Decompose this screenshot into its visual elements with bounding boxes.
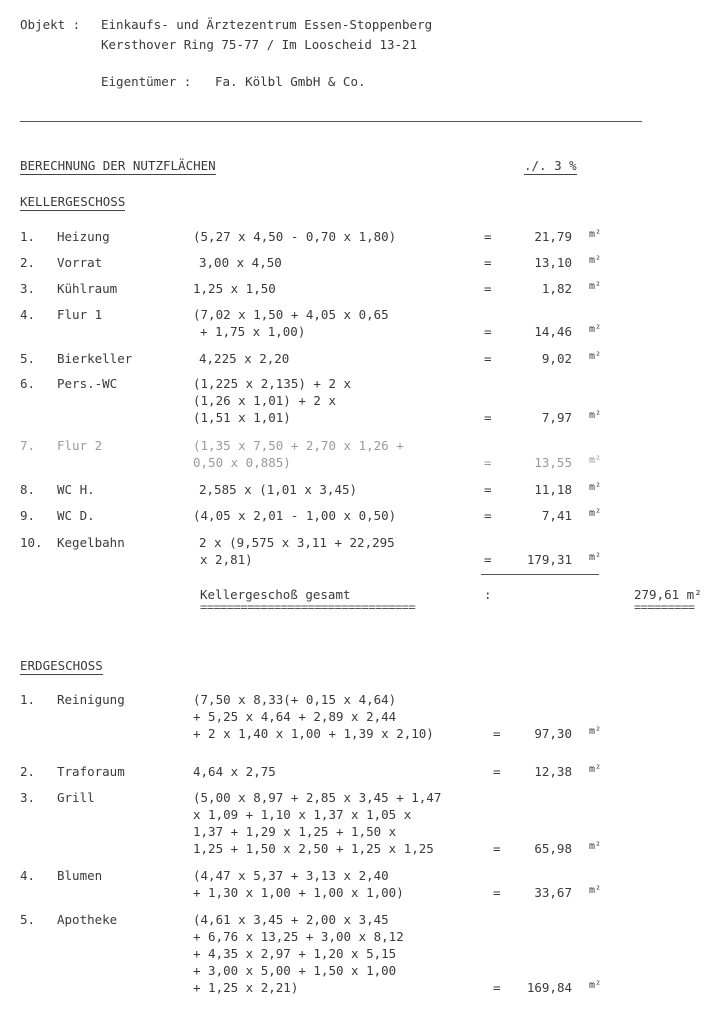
equals-sign: = (484, 324, 492, 339)
room-name: WC H. (57, 482, 95, 497)
unit-label: m² (589, 980, 602, 991)
unit-label: m² (589, 482, 602, 493)
unit-label: m² (589, 410, 602, 421)
formula-line: (1,225 x 2,135) + 2 x (193, 376, 352, 391)
room-name: Traforaum (57, 764, 125, 779)
area-value: 179,31 (526, 552, 572, 567)
equals-sign: = (484, 255, 492, 270)
row-number: 4. (20, 307, 36, 322)
unit-label: m² (589, 324, 602, 335)
row-number: 4. (20, 868, 36, 883)
formula-line: (1,35 x 7,50 + 2,70 x 1,26 + (193, 438, 404, 453)
area-value: 7,41 (541, 508, 572, 523)
row-number: 3. (20, 281, 36, 296)
unit-label: m² (589, 508, 602, 519)
room-name: Apotheke (57, 912, 118, 927)
formula-line: + 1,25 x 2,21) (193, 980, 299, 995)
row-number: 6. (20, 376, 36, 391)
equals-sign: = (484, 229, 492, 244)
equals-sign: = (484, 410, 492, 425)
unit-label: m² (589, 351, 602, 362)
room-name: Blumen (57, 868, 103, 883)
row-number: 7. (20, 438, 36, 453)
erd-title: ERDGESCHOSS (20, 658, 103, 673)
unit-label: m² (589, 229, 602, 240)
room-name: WC D. (57, 508, 95, 523)
unit-label: m² (589, 552, 602, 563)
area-value: 9,02 (541, 351, 572, 366)
formula-line: (7,02 x 1,50 + 4,05 x 0,65 (193, 307, 389, 322)
area-value: 13,10 (534, 255, 572, 270)
room-name: Heizung (57, 229, 110, 244)
formula-line: 4,64 x 2,75 (193, 764, 276, 779)
header-rule (20, 121, 642, 122)
formula-line: (5,27 x 4,50 - 0,70 x 1,80) (193, 229, 397, 244)
formula-line: 3,00 x 4,50 (199, 255, 282, 270)
formula-line: x 1,09 + 1,10 x 1,37 x 1,05 x (193, 807, 412, 822)
row-number: 8. (20, 482, 36, 497)
unit-label: m² (589, 726, 602, 737)
deduction-note: ./. 3 % (524, 158, 577, 173)
unit-label: m² (589, 455, 602, 466)
equals-sign: = (484, 351, 492, 366)
formula-line: + 3,00 x 5,00 + 1,50 x 1,00 (193, 963, 397, 978)
room-name: Pers.-WC (57, 376, 118, 391)
area-value: 7,97 (541, 410, 572, 425)
equals-sign: = (493, 885, 501, 900)
room-name: Grill (57, 790, 95, 805)
unit-label: m² (589, 885, 602, 896)
formula-line: (1,26 x 1,01) + 2 x (193, 393, 336, 408)
formula-line: + 2 x 1,40 x 1,00 + 1,39 x 2,10) (193, 726, 434, 741)
formula-line: + 5,25 x 4,64 + 2,89 x 2,44 (193, 709, 397, 724)
equals-sign: = (484, 455, 492, 470)
keller-total-label: Kellergeschoß gesamt (200, 587, 351, 602)
equals-sign: = (493, 764, 501, 779)
equals-sign: = (493, 980, 501, 995)
equals-sign: = (484, 281, 492, 296)
row-number: 10. (20, 535, 43, 550)
keller-total-value: 279,61 m² (634, 587, 702, 602)
equals-sign: = (484, 552, 492, 567)
formula-line: + 6,76 x 13,25 + 3,00 x 8,12 (193, 929, 404, 944)
room-name: Vorrat (57, 255, 103, 270)
area-value: 11,18 (534, 482, 572, 497)
area-value: 1,82 (541, 281, 572, 296)
room-name: Flur 2 (57, 438, 103, 453)
objekt-label: Objekt : (20, 17, 81, 32)
formula-line: (7,50 x 8,33(+ 0,15 x 4,64) (193, 692, 397, 707)
formula-line: 0,50 x 0,885) (193, 455, 291, 470)
unit-label: m² (589, 281, 602, 292)
unit-label: m² (589, 841, 602, 852)
formula-line: (5,00 x 8,97 + 2,85 x 3,45 + 1,47 (193, 790, 442, 805)
equals-sign: = (484, 482, 492, 497)
formula-line: 1,25 + 1,50 x 2,50 + 1,25 x 1,25 (193, 841, 434, 856)
objekt-line-2: Kersthover Ring 75-77 / Im Looscheid 13-21 (101, 37, 418, 52)
row-number: 9. (20, 508, 36, 523)
room-name: Flur 1 (57, 307, 103, 322)
formula-line: + 4,35 x 2,97 + 1,20 x 5,15 (193, 946, 397, 961)
owner-name: Fa. Kölbl GmbH & Co. (215, 74, 366, 89)
keller-sum-rule (481, 574, 599, 575)
formula-line: 4,225 x 2,20 (199, 351, 290, 366)
area-value: 21,79 (534, 229, 572, 244)
room-name: Reinigung (57, 692, 125, 707)
formula-line: 2 x (9,575 x 3,11 + 22,295 (199, 535, 395, 550)
row-number: 3. (20, 790, 36, 805)
owner-label: Eigentümer : (101, 74, 192, 89)
row-number: 1. (20, 692, 36, 707)
area-value: 33,67 (534, 885, 572, 900)
formula-line: + 1,30 x 1,00 + 1,00 x 1,00) (193, 885, 404, 900)
section-title: BERECHNUNG DER NUTZFLÄCHEN (20, 158, 216, 173)
keller-total-colon: : (484, 587, 492, 602)
row-number: 2. (20, 764, 36, 779)
objekt-line-1: Einkaufs- und Ärztezentrum Essen-Stoppenberg (101, 17, 433, 32)
area-value: 97,30 (534, 726, 572, 741)
formula-line: 2,585 x (1,01 x 3,45) (199, 482, 358, 497)
row-number: 1. (20, 229, 36, 244)
area-value: 12,38 (534, 764, 572, 779)
area-value: 14,46 (534, 324, 572, 339)
formula-line: (4,61 x 3,45 + 2,00 x 3,45 (193, 912, 389, 927)
formula-line: + 1,75 x 1,00) (200, 324, 306, 339)
equals-sign: = (484, 508, 492, 523)
equals-sign: = (493, 726, 501, 741)
formula-line: (4,05 x 2,01 - 1,00 x 0,50) (193, 508, 397, 523)
row-number: 5. (20, 351, 36, 366)
keller-total-double-rule: ========= (634, 600, 695, 614)
formula-line: x 2,81) (200, 552, 253, 567)
formula-line: (1,51 x 1,01) (193, 410, 291, 425)
area-value: 13,55 (534, 455, 572, 470)
area-value: 65,98 (534, 841, 572, 856)
room-name: Bierkeller (57, 351, 133, 366)
formula-line: 1,25 x 1,50 (193, 281, 276, 296)
unit-label: m² (589, 255, 602, 266)
room-name: Kühlraum (57, 281, 118, 296)
row-number: 5. (20, 912, 36, 927)
keller-title: KELLERGESCHOSS (20, 194, 126, 209)
unit-label: m² (589, 764, 602, 775)
area-value: 169,84 (526, 980, 572, 995)
formula-line: 1,37 + 1,29 x 1,25 + 1,50 x (193, 824, 397, 839)
equals-sign: = (493, 841, 501, 856)
keller-double-rule: ================================ (200, 600, 416, 614)
room-name: Kegelbahn (57, 535, 125, 550)
row-number: 2. (20, 255, 36, 270)
formula-line: (4,47 x 5,37 + 3,13 x 2,40 (193, 868, 389, 883)
